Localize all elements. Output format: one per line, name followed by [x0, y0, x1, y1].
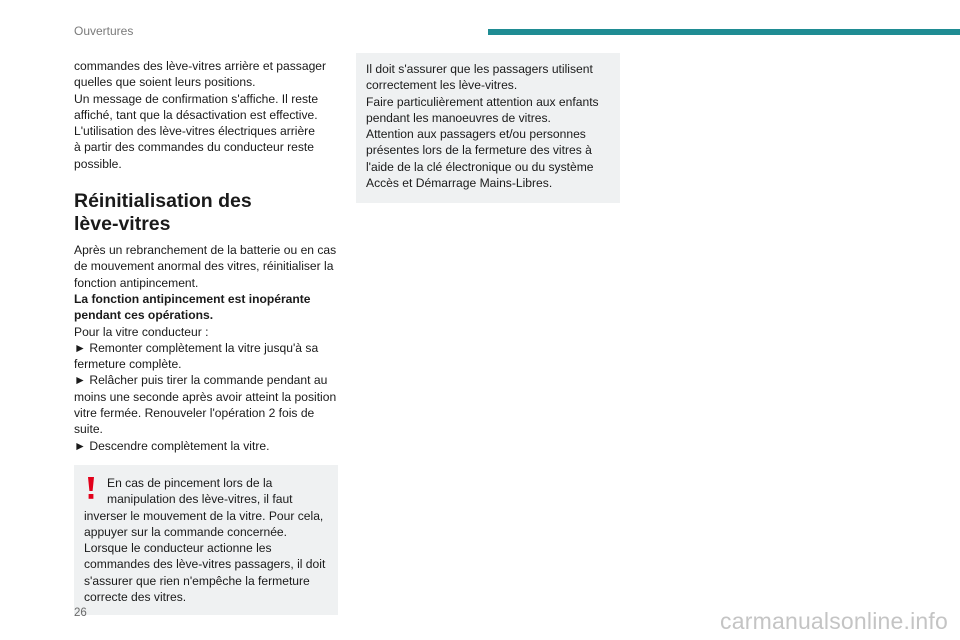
intro-paragraph	[74, 58, 340, 172]
text-line: Pour la vitre conducteur :	[74, 324, 209, 339]
warning-text	[84, 475, 328, 605]
bold-warning-line: La fonction antipincement est inopérante	[74, 291, 311, 306]
text-line: Faire particulièrement attention aux enfants	[366, 94, 599, 109]
text-line: Un message de confirmation s'affiche. Il reste	[74, 91, 319, 106]
text-line: Il doit s'assurer que les passagers utilisent	[366, 62, 593, 76]
text-line: l'aide de la clé électronique ou du système	[366, 159, 594, 174]
heading-line: Réinitialisation des	[74, 190, 252, 213]
text-line: vitre fermée. Renouveler l'opération 2 fois de	[74, 406, 315, 421]
exclamation-icon	[86, 475, 96, 501]
warning-box	[74, 465, 338, 615]
text-line: inverser le mouvement de la vitre. Pour cela,	[84, 508, 324, 523]
info-box	[356, 53, 620, 203]
left-column	[74, 58, 340, 615]
text-line: suite.	[74, 422, 103, 437]
text-line: correcte des vitres.	[84, 590, 187, 605]
text-line: commandes des lève-vitres arrière et passager	[74, 59, 327, 73]
text-line: fermeture complète.	[74, 357, 182, 372]
step-line: ► Relâcher puis tirer la commande pendant au	[74, 373, 328, 388]
text-line: Lorsque le conducteur actionne les	[84, 541, 272, 556]
heading-line: lève-vitres	[74, 213, 171, 236]
text-line: commandes des lève-vitres passagers, il doit	[84, 557, 326, 572]
reset-instructions	[74, 242, 340, 454]
text-line: de mouvement anormal des vitres, réinitialiser la	[74, 259, 334, 274]
text-line: à partir des commandes du conducteur reste	[74, 140, 314, 155]
text-line: Après un rebranchement de la batterie ou en cas	[74, 243, 337, 258]
text-line: affiché, tant que la désactivation est effective.	[74, 107, 318, 122]
text-line: s'assurer que rien n'empêche la fermeture	[84, 573, 310, 588]
text-line: Attention aux passagers et/ou personnes	[366, 127, 586, 142]
header-accent-bar	[488, 29, 960, 35]
section-title: Ouvertures	[74, 24, 134, 38]
text-line: appuyer sur la commande concernée.	[84, 524, 288, 539]
right-column	[356, 53, 620, 203]
watermark: carmanualsonline.info	[720, 608, 948, 634]
text-line: possible.	[74, 156, 122, 171]
text-line: manipulation des lève-vitres, il faut	[107, 492, 293, 507]
section-heading	[74, 190, 340, 236]
text-line: moins une seconde après avoir atteint la position	[74, 389, 337, 404]
text-line: quelles que soient leurs positions.	[74, 75, 256, 90]
text-line: L'utilisation des lève-vitres électriques arrière	[74, 124, 315, 139]
text-line: Accès et Démarrage Mains-Libres.	[366, 176, 553, 191]
step-line: ► Descendre complètement la vitre.	[74, 438, 270, 453]
text-line: présentes lors de la fermeture des vitres à	[366, 143, 592, 158]
text-line: correctement les lève-vitres.	[366, 78, 518, 93]
page-number: 26	[74, 607, 87, 619]
step-line: ► Remonter complètement la vitre jusqu'à sa	[74, 340, 319, 355]
text-line: fonction antipincement.	[74, 275, 199, 290]
text-line: En cas de pincement lors de la	[107, 475, 273, 490]
text-line: pendant les manoeuvres de vitres.	[366, 110, 551, 125]
bold-warning-line: pendant ces opérations.	[74, 308, 214, 323]
